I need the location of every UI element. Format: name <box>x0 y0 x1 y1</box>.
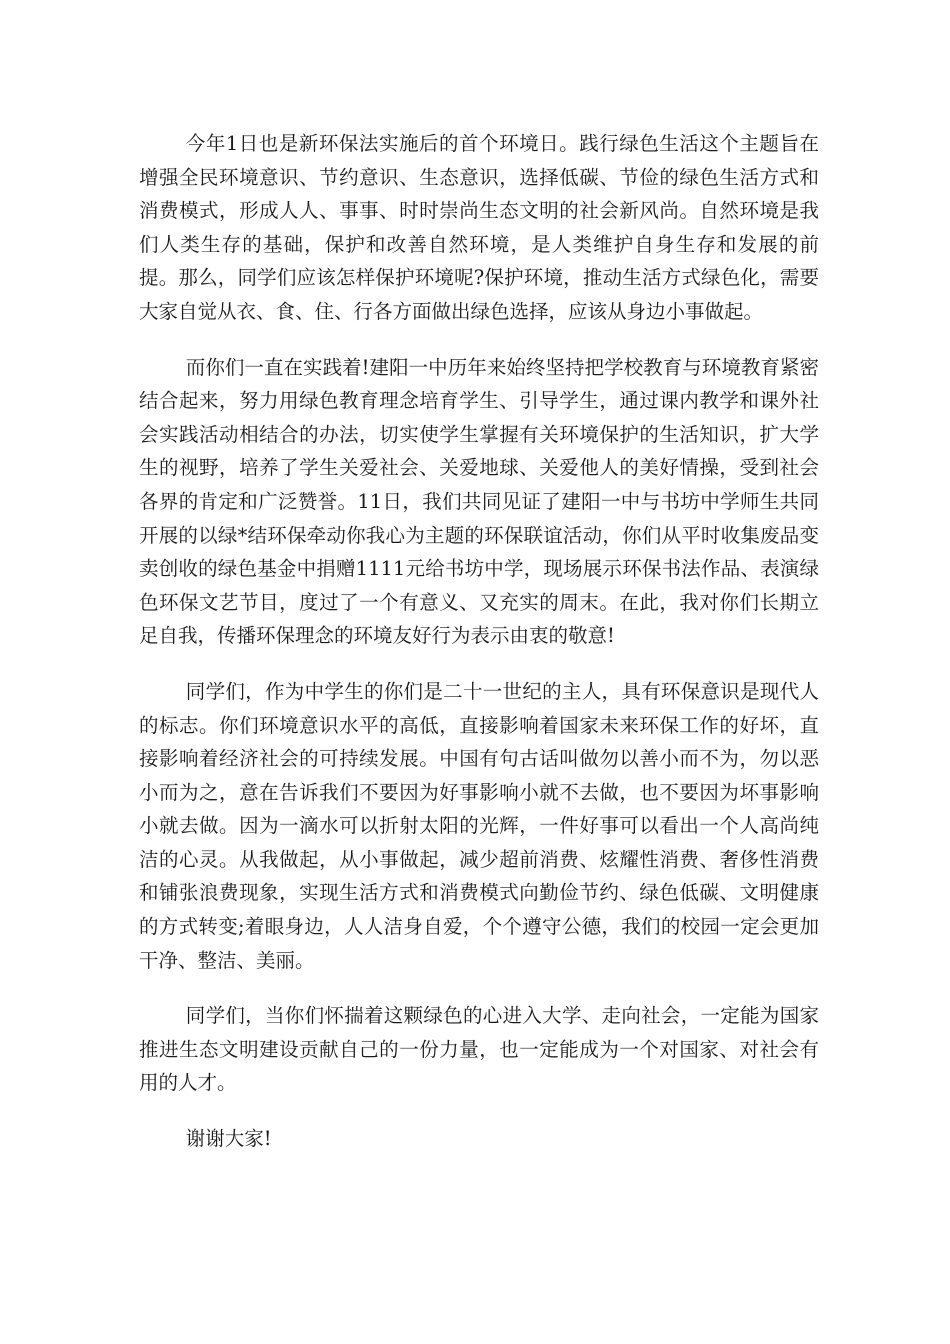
document-body <box>139 127 819 1156</box>
closing-line: 谢谢大家! <box>185 1127 272 1151</box>
paragraph-2: 而你们一直在实践着!建阳一中历年来始终坚持把学校教育与环境教育紧密结合起来，努力用绿色教育理念培育学生、引导学生，通过课内教学和课外社会实践活动相结合的办法，切实使学生掌握有关环境保护的生活知识，扩大学生的视野，培养了学生关爱社会、关爱地球、关爱他人的美好情操，受到社会各界的肯定和广泛赞誉。11日，我们共同见证了建阳一中与书坊中学师生共同开展的以绿*结环保牵动你我心为主题的环保联谊活动，你们从平时收集废品变卖创收的绿色基金中捐赠1111元给书坊中学，现场展示环保书法作品、表演绿色环保文艺节目，度过了一个有意义、又充实的周末。在此，我对你们长期立足自我，传播环保理念的环境友好行为表示由衷的敬意! <box>139 355 819 648</box>
paragraph-3: 同学们，作为中学生的你们是二十一世纪的主人，具有环保意识是现代人的标志。你们环境意识水平的高低，直接影响着国家未来环保工作的好坏，直接影响着经济社会的可持续发展。中国有句古话叫做勿以善小而不为，勿以恶小而为之，意在告诉我们不要因为好事影响小就不去做，也不要因为坏事影响小就去做。因为一滴水可以折射太阳的光辉，一件好事可以看出一个人高尚纯洁的心灵。从我做起，从小事做起，减少超前消费、炫耀性消费、奢侈性消费和铺张浪费现象，实现生活方式和消费模式向勤俭节约、绿色低碳、文明健康的方式转变;着眼身边，人人洁身自爱，个个遵守公德，我们的校园一定会更加干净、整洁、美丽。 <box>139 679 819 972</box>
paragraph-4: 同学们，当你们怀揣着这颗绿色的心进入大学、走向社会，一定能为国家推进生态文明建设贡献自己的一份力量，也一定能成为一个对国家、对社会有用的人才。 <box>139 1004 819 1095</box>
paragraph-1: 今年1日也是新环保法实施后的首个环境日。践行绿色生活这个主题旨在增强全民环境意识、节约意识、生态意识，选择低碳、节俭的绿色生活方式和消费模式，形成人人、事事、时时崇尚生态文明的社会新风尚。自然环境是我们人类生存的基础，保护和改善自然环境，是人类维护自身生存和发展的前提。那么，同学们应该怎样保护环境呢?保护环境，推动生活方式绿色化，需要大家自觉从衣、食、住、行各方面做出绿色选择，应该从身边小事做起。 <box>139 132 819 323</box>
